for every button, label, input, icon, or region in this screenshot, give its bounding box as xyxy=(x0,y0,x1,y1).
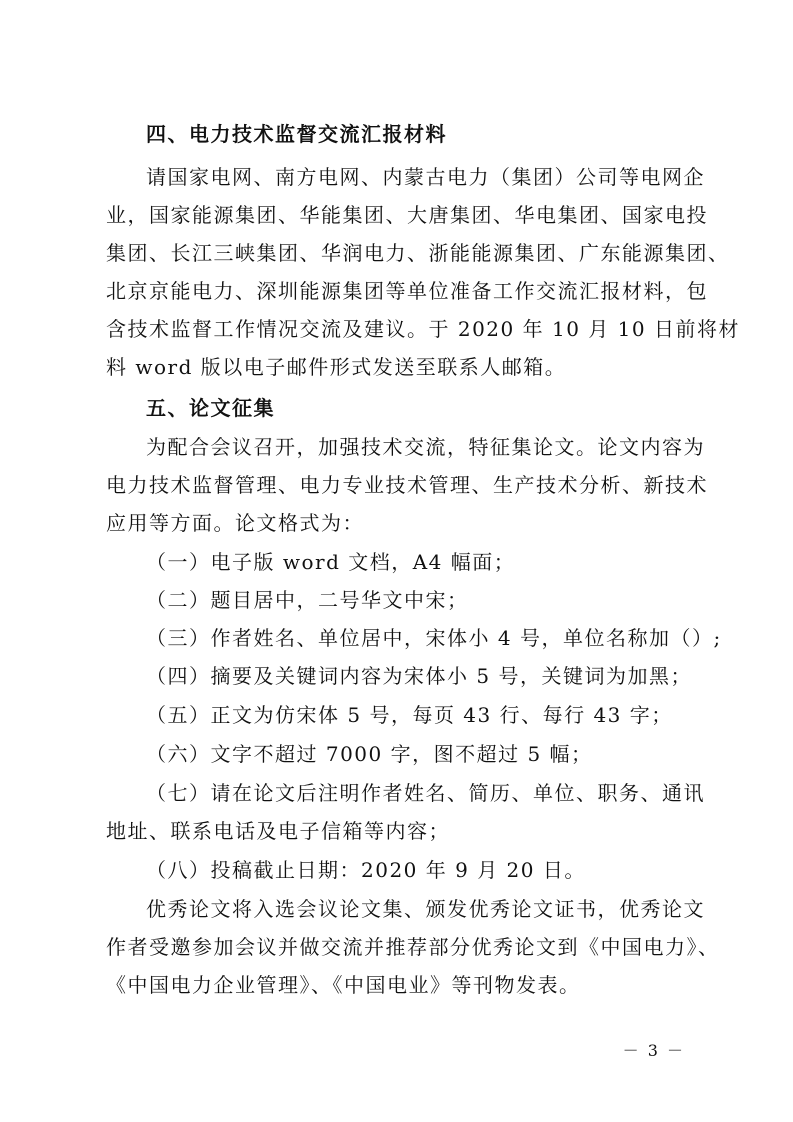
paragraph-line: 请国家电网、南方电网、内蒙古电力（集团）公司等电网企 xyxy=(146,165,705,189)
section-4-heading: 四、电力技术监督交流汇报材料 xyxy=(146,122,447,146)
paragraph-line: 含技术监督工作情况交流及建议。于 2020 年 10 月 10 日前将材 xyxy=(106,317,740,341)
format-item: （四）摘要及关键词内容为宋体小 5 号，关键词为加黑； xyxy=(146,664,692,688)
format-item: （二）题目居中，二号华文中宋； xyxy=(146,588,469,612)
paragraph-line: 料 word 版以电子邮件形式发送至联系人邮箱。 xyxy=(106,355,567,379)
paragraph-line: 为配合会议召开，加强技术交流，特征集论文。论文内容为 xyxy=(146,435,705,459)
section-5-heading: 五、论文征集 xyxy=(146,396,275,420)
paragraph-line: 业，国家能源集团、华能集团、大唐集团、华电集团、国家电投 xyxy=(106,203,708,227)
paragraph-line: 《中国电力企业管理》、《中国电业》等刊物发表。 xyxy=(106,973,581,997)
paragraph-line: 优秀论文将入选会议论文集、颁发优秀论文证书，优秀论文 xyxy=(146,897,705,921)
format-item: （八）投稿截止日期：2020 年 9 月 20 日。 xyxy=(146,858,586,882)
paragraph-line: 作者受邀参加会议并做交流并推荐部分优秀论文到《中国电力》、 xyxy=(106,935,720,959)
format-item-continuation: 地址、联系电话及电子信箱等内容； xyxy=(106,819,450,843)
paragraph-line: 北京京能电力、深圳能源集团等单位准备工作交流汇报材料，包 xyxy=(106,279,708,303)
paragraph-line: 集团、长江三峡集团、华润电力、浙能能源集团、广东能源集团、 xyxy=(106,241,730,265)
format-item: （五）正文为仿宋体 5 号，每页 43 行、每行 43 字； xyxy=(146,703,673,727)
paragraph-line: 电力技术监督管理、电力专业技术管理、生产技术分析、新技术 xyxy=(106,473,708,497)
format-item: （三）作者姓名、单位居中，宋体小 4 号，单位名称加（）; xyxy=(146,626,722,650)
format-item: （六）文字不超过 7000 字，图不超过 5 幅； xyxy=(146,742,593,766)
format-item: （七）请在论文后注明作者姓名、简历、单位、职务、通讯 xyxy=(146,781,705,805)
page-number: － 3 － xyxy=(622,1041,685,1060)
paragraph-line: 应用等方面。论文格式为： xyxy=(106,511,364,535)
format-item: （一）电子版 word 文档，A4 幅面； xyxy=(146,550,516,574)
